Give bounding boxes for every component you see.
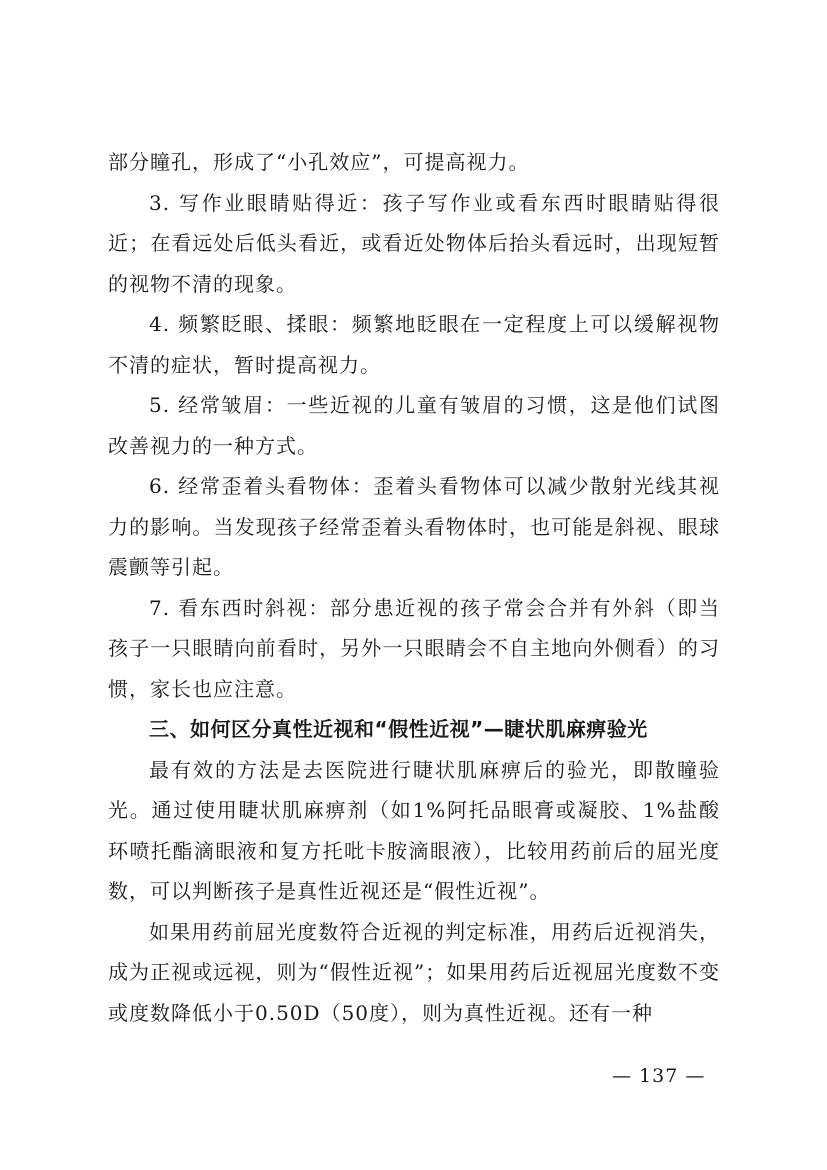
section-heading: 三、如何区分真性近视和“假性近视”—睫状肌麻痹验光 (149, 717, 648, 741)
paragraph-criteria: 如果用药前屈光度数符合近视的判定标准，用药后近视消失，成为正视或远视，则为“假性近视”；如果用药后近视屈光度数不变或度数降低小于0.50D（50度），则为真性近视。还有一种 (108, 919, 720, 1025)
document-page (108, 142, 720, 1033)
page-number: — 137 — (612, 1065, 706, 1087)
paragraph-item-4: 4. 频繁眨眼、揉眼：频繁地眨眼在一定程度上可以缓解视物不清的症状，暂时提高视力。 (108, 312, 720, 377)
paragraph-item-5: 5. 经常皱眉：一些近视的儿童有皱眉的习惯，这是他们试图改善视力的一种方式。 (108, 393, 720, 458)
paragraph-method: 最有效的方法是去医院进行睫状肌麻痹后的验光，即散瞳验光。通过使用睫状肌麻痹剂（如1%阿托品眼膏或凝胶、1%盐酸环喷托酯滴眼液和复方托吡卡胺滴眼液），比较用药前后的屈光度数，可以判断孩子是真性近视还是“假性近视”。 (108, 757, 720, 903)
paragraph-item-7: 7. 看东西时斜视：部分患近视的孩子常会合并有外斜（即当孩子一只眼睛向前看时，另外一只眼睛会不自主地向外侧看）的习惯，家长也应注意。 (108, 595, 720, 701)
paragraph-item-6: 6. 经常歪着头看物体：歪着头看物体可以减少散射光线其视力的影响。当发现孩子经常歪着头看物体时，也可能是斜视、眼球震颤等引起。 (108, 474, 720, 579)
paragraph-item-3: 3. 写作业眼睛贴得近：孩子写作业或看东西时眼睛贴得很近；在看远处后低头看近，或看近处物体后抬头看远时，出现短暂的视物不清的现象。 (108, 190, 720, 296)
paragraph-continuation: 部分瞳孔，形成了“小孔效应”，可提高视力。 (108, 150, 530, 174)
